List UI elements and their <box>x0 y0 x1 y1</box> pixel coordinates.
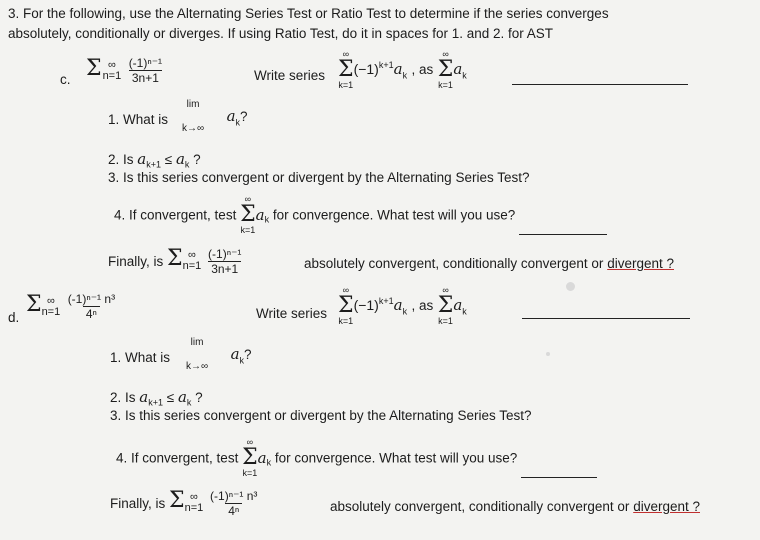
part-c-series-answer-blank[interactable] <box>512 84 688 85</box>
sum-lower-limit: n=1 <box>102 69 122 82</box>
term-subscript: k+1 <box>146 159 161 170</box>
alternating-exponent: k+1 <box>378 295 394 306</box>
part-d-series-fraction <box>65 292 118 321</box>
sigma-symbol: Σ <box>169 488 185 513</box>
term-subscript: k <box>462 70 467 81</box>
part-c-finally <box>108 246 244 276</box>
sum-upper-limit: ∞ <box>246 437 254 447</box>
sum-lower-limit: k=1 <box>242 468 258 478</box>
sum-lower-limit: k=1 <box>338 80 354 90</box>
sigma-symbol: Σ <box>26 292 42 317</box>
sum-lower-limit: n=1 <box>184 502 204 515</box>
sum-upper-limit: ∞ <box>244 194 252 204</box>
term-a: a <box>393 296 403 315</box>
alternating-exponent: k+1 <box>378 59 394 70</box>
finally-fraction <box>207 489 260 518</box>
part-c-q4 <box>114 195 607 235</box>
alternating-factor: (−1) <box>353 297 379 314</box>
part-d-series <box>26 292 118 321</box>
sum-upper-limit: ∞ <box>442 49 449 59</box>
q4-label: 4. If convergent, test <box>114 207 237 223</box>
as-word: , as <box>411 62 434 78</box>
sum-lower-limit: k=1 <box>338 316 354 326</box>
options-lead: absolutely convergent, conditionally convergent or <box>330 499 630 514</box>
sum-lower-limit: n=1 <box>41 305 61 318</box>
sigma-symbol: Σ <box>240 202 256 227</box>
part-c-series <box>86 56 165 85</box>
part-c-write-series-expr <box>338 50 467 90</box>
part-c-q3: 3. Is this series convergent or divergent by the Alternating Series Test? <box>108 170 530 185</box>
fraction-denominator: 3n+1 <box>208 261 241 276</box>
sigma-symbol: Σ <box>86 56 102 81</box>
part-d-limit <box>186 338 252 372</box>
option-divergent[interactable]: divergent ? <box>607 256 674 271</box>
part-c-q2 <box>108 150 201 170</box>
term-subscript: k <box>235 117 241 128</box>
smudge-mark <box>546 352 550 356</box>
term-a: a <box>453 60 463 79</box>
sigma-symbol: Σ <box>338 57 354 82</box>
fraction-numerator: (-1)ⁿ⁻¹ <box>128 56 163 71</box>
term-subscript: k <box>184 159 190 170</box>
question-mark: ? <box>195 390 203 405</box>
fraction-numerator: (-1)ⁿ⁻¹ n³ <box>210 488 258 503</box>
lim-subscript: k→∞ <box>186 361 209 372</box>
term-a: a <box>137 150 147 168</box>
sigma-symbol: Σ <box>242 445 258 470</box>
term-a: a <box>175 150 185 168</box>
term-subscript: k+1 <box>148 397 163 408</box>
fraction-denominator: 4ⁿ <box>225 503 242 518</box>
term-a: a <box>257 449 267 467</box>
part-c-test-answer-blank[interactable] <box>519 234 607 235</box>
lim-label: lim <box>186 99 200 110</box>
alternating-factor: (−1) <box>353 61 379 78</box>
sigma-symbol: Σ <box>437 57 454 82</box>
finally-label: Finally, is <box>108 253 164 269</box>
lim-label: lim <box>190 337 204 348</box>
part-c-limit <box>182 100 248 134</box>
sum-upper-limit: ∞ <box>107 58 116 71</box>
term-a: a <box>453 296 463 315</box>
sum-upper-limit: ∞ <box>342 49 349 59</box>
sum-lower-limit: k=1 <box>438 316 453 326</box>
sigma-symbol: Σ <box>167 246 183 271</box>
part-d-q3: 3. Is this series convergent or divergent by the Alternating Series Test? <box>110 408 532 423</box>
question-mark: ? <box>193 152 201 167</box>
part-d-label: d. <box>8 310 20 325</box>
term-subscript: k <box>239 355 245 366</box>
fraction-numerator: (-1)ⁿ⁻¹ <box>208 246 242 261</box>
term-subscript: k <box>266 457 272 468</box>
question-mark: ? <box>240 109 248 125</box>
sum-upper-limit: ∞ <box>188 249 196 262</box>
term-subscript: k <box>462 306 467 317</box>
term-a: a <box>177 388 187 406</box>
part-d-test-answer-blank[interactable] <box>521 477 597 478</box>
sum-upper-limit: ∞ <box>46 294 55 307</box>
part-d-finally <box>110 488 260 518</box>
sum-upper-limit: ∞ <box>190 491 198 504</box>
finally-label: Finally, is <box>110 495 166 511</box>
term-subscript: k <box>402 306 408 317</box>
lim-subscript: k→∞ <box>182 123 205 134</box>
problem-header-line1: 3. For the following, use the Alternating Series Test or Ratio Test to determine if the series converges <box>8 6 609 21</box>
part-c-q1: 1. What is <box>108 112 169 127</box>
term-subscript: k <box>186 397 192 408</box>
part-d-q1: 1. What is <box>110 350 171 365</box>
smudge-mark <box>566 282 575 291</box>
part-d-write-series-label: Write series <box>256 306 328 321</box>
as-word: , as <box>411 298 434 314</box>
part-d-write-series-expr <box>338 286 467 326</box>
part-d-q2 <box>110 388 203 408</box>
part-c-options <box>304 256 674 271</box>
leq-symbol: ≤ <box>164 152 173 167</box>
q4-question: for convergence. What test will you use? <box>274 450 518 466</box>
part-c-label: c. <box>60 72 71 87</box>
term-a: a <box>255 206 265 224</box>
sigma-symbol: Σ <box>437 293 454 318</box>
fraction-denominator: 3n+1 <box>129 70 162 85</box>
q2-label: 2. Is <box>108 152 134 167</box>
problem-header-line2: absolutely, conditionally or diverges. If using Ratio Test, do it in spaces for 1. and 2. for AST <box>8 26 554 41</box>
sum-lower-limit: k=1 <box>240 225 256 235</box>
sum-lower-limit: k=1 <box>438 80 453 90</box>
options-lead: absolutely convergent, conditionally convergent or <box>304 256 604 271</box>
question-mark: ? <box>244 347 252 363</box>
sum-upper-limit: ∞ <box>442 285 449 295</box>
leq-symbol: ≤ <box>166 390 175 405</box>
part-c-write-series-label: Write series <box>254 68 326 83</box>
part-d-q4 <box>116 438 597 478</box>
term-subscript: k <box>264 214 270 225</box>
term-a: a <box>230 345 240 364</box>
finally-fraction <box>205 247 244 276</box>
sum-upper-limit: ∞ <box>342 285 349 295</box>
term-a: a <box>226 107 236 126</box>
part-c-series-fraction <box>126 56 165 85</box>
option-divergent[interactable]: divergent ? <box>633 499 700 514</box>
part-d-series-answer-blank[interactable] <box>522 318 690 319</box>
term-a: a <box>139 388 149 406</box>
fraction-numerator: (-1)ⁿ⁻¹ n³ <box>67 292 116 307</box>
term-subscript: k <box>402 70 408 81</box>
sum-lower-limit: n=1 <box>182 260 202 273</box>
fraction-denominator: 4ⁿ <box>83 306 100 321</box>
q4-label: 4. If convergent, test <box>116 450 239 466</box>
sigma-symbol: Σ <box>338 293 354 318</box>
q4-question: for convergence. What test will you use? <box>272 207 516 223</box>
term-a: a <box>393 60 403 79</box>
q2-label: 2. Is <box>110 390 136 405</box>
part-d-options <box>330 499 700 514</box>
